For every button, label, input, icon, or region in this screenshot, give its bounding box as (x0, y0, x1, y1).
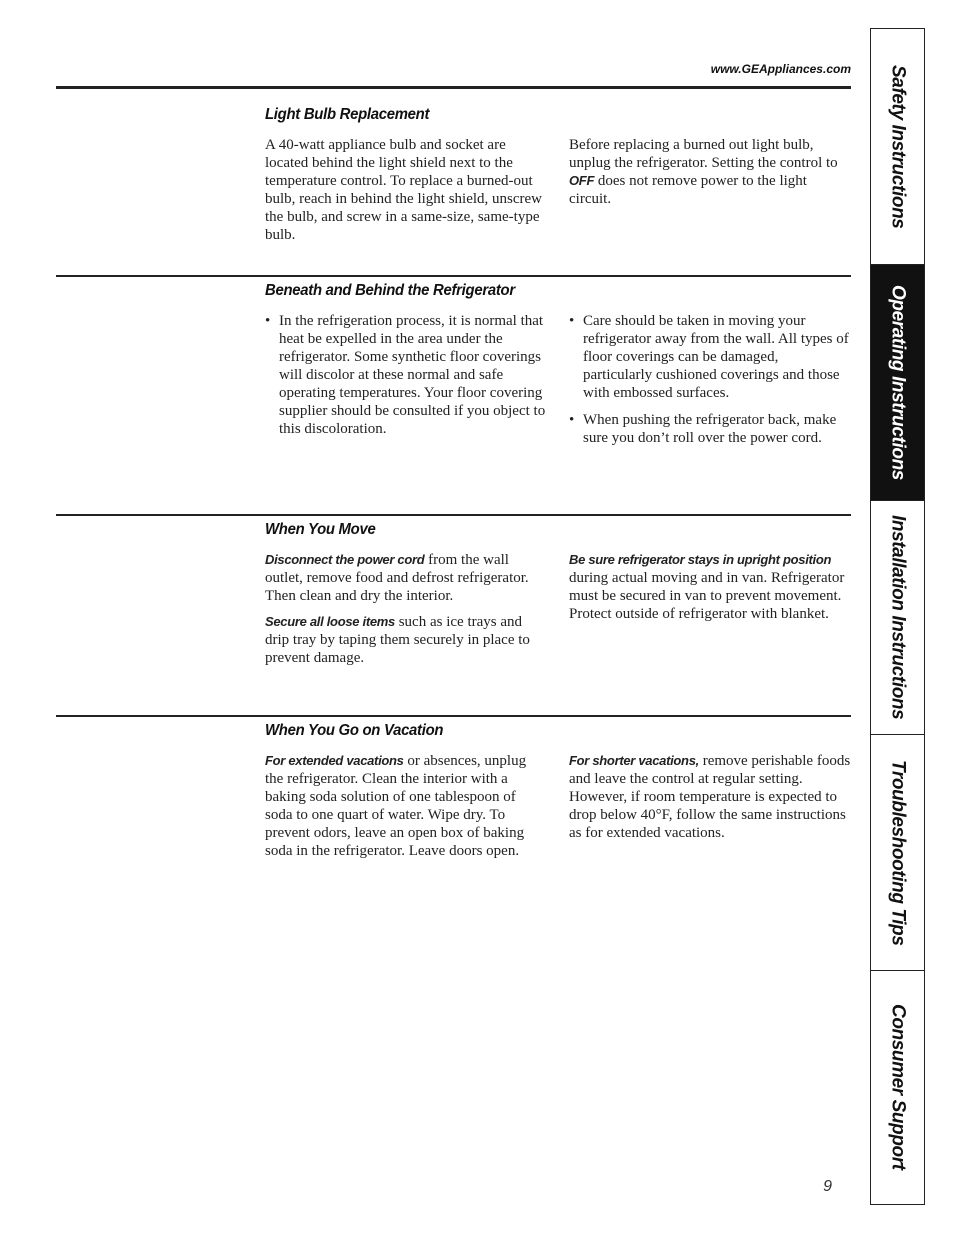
right-column (569, 312, 851, 456)
section-light-bulb (265, 106, 851, 252)
top-rule (56, 86, 851, 89)
tab-safety-instructions[interactable]: Safety Instructions (871, 29, 924, 265)
tab-consumer-support[interactable]: Consumer Support (887, 1004, 909, 1170)
section-heading: Beneath and Behind the Refrigerator (265, 282, 515, 299)
section-when-you-move (265, 521, 851, 675)
tab-troubleshooting-tips[interactable]: Troubleshooting Tips (871, 735, 924, 971)
page-number: 9 (823, 1178, 832, 1195)
right-column (569, 752, 851, 868)
section-tabs (870, 28, 925, 1205)
left-column (265, 551, 547, 675)
lead-in: Secure all loose items (265, 614, 395, 629)
section-vacation (265, 722, 851, 868)
website-url: www.GEAppliances.com (710, 62, 851, 76)
lead-in: For shorter vacations, (569, 753, 699, 768)
paragraph: For shorter vacations, remove perishable foods and leave the control at regular setting. However, if room temperature is expected to drop below 40°F, follow the same instructions as for extended vacations. (569, 753, 851, 841)
bullet-item: • In the refrigeration process, it is normal that heat be expelled in the area under the refrigerator. Some synthetic floor coverings will discolor at these normal and safe operating temperatures. Your floor covering supplier should be consulted if you object to this discoloration. (265, 313, 546, 437)
paragraph: Disconnect the power cord from the wall outlet, remove food and defrost refrigerator. Then clean and dry the interior. (265, 552, 529, 604)
emphasis-off: OFF (569, 173, 595, 188)
left-column (265, 136, 547, 252)
right-column (569, 136, 851, 252)
section-heading: When You Move (265, 521, 376, 538)
paragraph: Be sure refrigerator stays in upright position during actual moving and in van. Refrigerator must be secured in van to prevent movement. Protect outside of refrigerator with blanket. (569, 552, 845, 622)
bullet-item: • When pushing the refrigerator back, make sure you don’t roll over the power cord. (569, 412, 837, 446)
paragraph: For extended vacations or absences, unplug the refrigerator. Clean the interior with a baking soda solution of one tablespoon of soda to one quart of water. Wipe dry. To prevent odors, leave an open box of baking soda in the refrigerator. Leave doors open. (265, 753, 527, 859)
section-divider (56, 715, 851, 717)
section-divider (56, 514, 851, 516)
section-heading: When You Go on Vacation (265, 722, 444, 739)
lead-in: Be sure refrigerator stays in upright position (569, 552, 832, 567)
section-divider (56, 275, 851, 277)
paragraph: Before replacing a burned out light bulb, unplug the refrigerator. Setting the control to OFF does not remove power to the light circuit. (569, 137, 838, 207)
lead-in: Disconnect the power cord (265, 552, 425, 567)
tab-operating-instructions[interactable]: Operating Instructions (871, 265, 924, 501)
left-column (265, 312, 547, 456)
right-column (569, 551, 851, 675)
paragraph: Secure all loose items such as ice trays and drip tray by taping them securely in place to prevent damage. (265, 614, 530, 666)
section-heading: Light Bulb Replacement (265, 106, 430, 123)
tab-installation-instructions[interactable]: Installation Instructions (871, 501, 924, 735)
left-column (265, 752, 547, 868)
paragraph: A 40-watt appliance bulb and socket are located behind the light shield next to the temperature control. To replace a burned-out bulb, reach in behind the light shield, unscrew the bulb, and screw in a same-size, same-type bulb. (265, 137, 543, 243)
section-beneath-behind (265, 282, 851, 456)
lead-in: For extended vacations (265, 753, 404, 768)
bullet-item: • Care should be taken in moving your refrigerator away from the wall. All types of floor coverings can be damaged, particularly cushioned coverings and those with embossed surfaces. (569, 313, 849, 401)
